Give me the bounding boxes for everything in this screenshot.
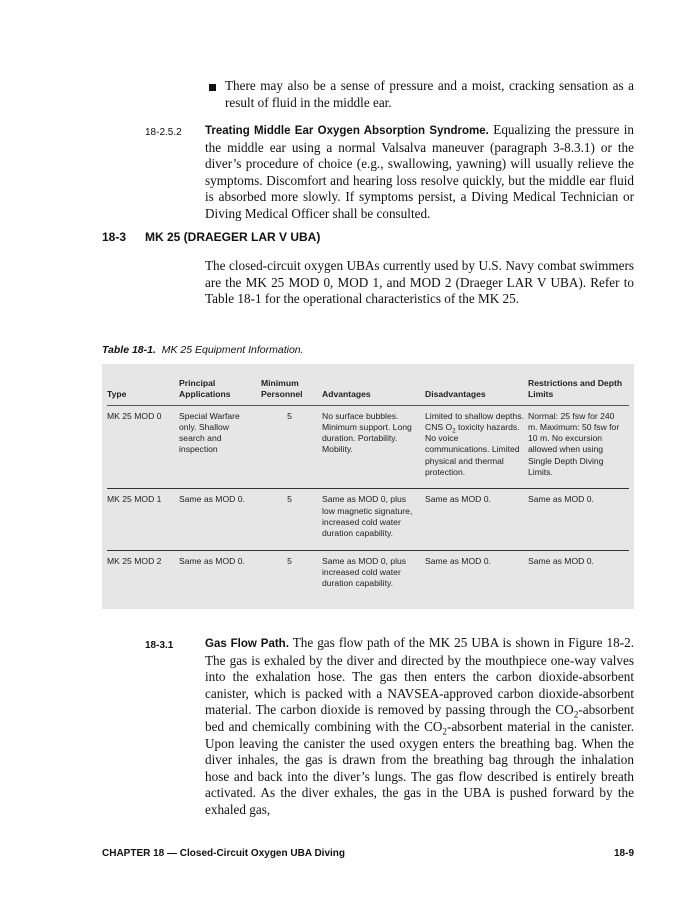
section-title: Gas Flow Path. (205, 638, 289, 650)
heading-title: MK 25 (DRAEGER LAR V UBA) (145, 230, 321, 244)
footer-chapter: CHAPTER 18 — Closed-Circuit Oxygen UBA Diving (102, 848, 345, 859)
heading-number: 18-3 (102, 230, 127, 244)
header-restrictions: Restrictions and Depth Limits (528, 374, 629, 405)
header-type: Type (107, 374, 179, 405)
cell-restrictions: Normal: 25 fsw for 240 m. Maximum: 50 fsw for 10 m. No excursion allowed when using Single Depth Diving Limits. (528, 405, 629, 489)
header-advantages: Advantages (322, 374, 425, 405)
section-body: Equalizing the pressure in the middle ear using a normal Valsalva maneuver (paragraph 3-8.3.1) or the diver’s procedure of choice (e.g., swallowing, yawning) will usually relieve the symptoms. Discomfort and hearing loss resolve quickly, but the middle ear fluid is absorbed more slowly. If symptoms persist, a Diving Medical Technician or Diving Medical Officer shall be consulted. (205, 122, 634, 221)
cell-disadvantages: Same as MOD 0. (425, 489, 528, 550)
cell-personnel: 5 (261, 489, 322, 550)
table-caption (102, 342, 304, 359)
gas-flow-paragraph (205, 635, 634, 819)
cell-type: MK 25 MOD 0 (107, 405, 179, 489)
cell-restrictions: Same as MOD 0. (528, 489, 629, 550)
header-personnel: Minimum Personnel (261, 374, 322, 405)
table-caption-text: MK 25 Equipment Information. (161, 344, 304, 356)
cell-personnel: 5 (287, 555, 292, 566)
equipment-table (102, 364, 634, 609)
page-footer (102, 846, 634, 863)
header-applications: Principal Applications (179, 374, 261, 405)
cell-applications: Same as MOD 0. (179, 555, 245, 566)
cell-restrictions: Same as MOD 0. (528, 555, 594, 566)
section-number: 18-2.5.2 (145, 127, 182, 138)
table-row (107, 550, 629, 599)
section-paragraph (205, 122, 634, 223)
section-body: The gas flow path of the MK 25 UBA is shown in Figure 18-2. The gas is exhaled by the diver and directed by the mouthpiece one-way valves into the exhalation hose. The gas then enters the carbon dioxide-absorbent canister, which is packed with a NAVSEA-approved carbon dioxide-absorbent material. The carbon dioxide is removed by passing through the $CO_2$-absorbent bed and chemically combining with the $CO_2$-absorbent material in the canister. Upon leaving the canister the used oxygen enters the breathing bag. When the diver inhales, the gas is drawn from the breathing bag through the inhalation hose and back into the diver’s lungs. The gas flow described is entirely breath activated. As the diver exhales, the gas in the UBA is pushed forward by the exhaled gas, (205, 635, 635, 817)
section-title: Treating Middle Ear Oxygen Absorption Syndrome. (205, 125, 489, 137)
table-row (107, 405, 629, 489)
cell-applications: Same as MOD 0. (179, 489, 261, 550)
section-number: 18-3.1 (145, 640, 174, 651)
cell-personnel: 5 (261, 405, 322, 489)
cell-advantages: Same as MOD 0, plus low magnetic signature, increased cold water duration capability. (322, 489, 425, 550)
cell-disadvantages: Limited to shallow depths. CNS $O_2$ toxicity hazards. No voice communications. Limited physical and thermal protection. (425, 405, 528, 489)
cell-advantages: No surface bubbles. Minimum support. Long duration. Portability. Mobility. (322, 405, 425, 489)
table-row (107, 489, 629, 550)
table-label: Table 18-1. (102, 344, 156, 356)
table-header-row (107, 374, 629, 405)
cell-applications: Special Warfare only. Shallow search and inspection (179, 405, 261, 489)
page-number: 18-9 (613, 848, 634, 859)
bullet-text: There may also be a sense of pressure and a moist, cracking sensation as a result of fluid in the middle ear. (225, 78, 634, 110)
cell-type: MK 25 MOD 2 (107, 555, 162, 566)
header-disadvantages: Disadvantages (425, 374, 528, 405)
intro-paragraph: The closed-circuit oxygen UBAs currently used by U.S. Navy combat swimmers are the MK 25 MOD 0, MOD 1, and MOD 2 (Draeger LAR V UBA). Refer to Table 18-1 for the operational characteristics of the MK 25. (205, 258, 634, 307)
cell-disadvantages: Same as MOD 0. (425, 555, 491, 566)
cell-advantages: Same as MOD 0, plus increased cold water duration capability. (322, 555, 407, 589)
bullet-icon (209, 84, 216, 91)
cell-type: MK 25 MOD 1 (107, 489, 179, 550)
